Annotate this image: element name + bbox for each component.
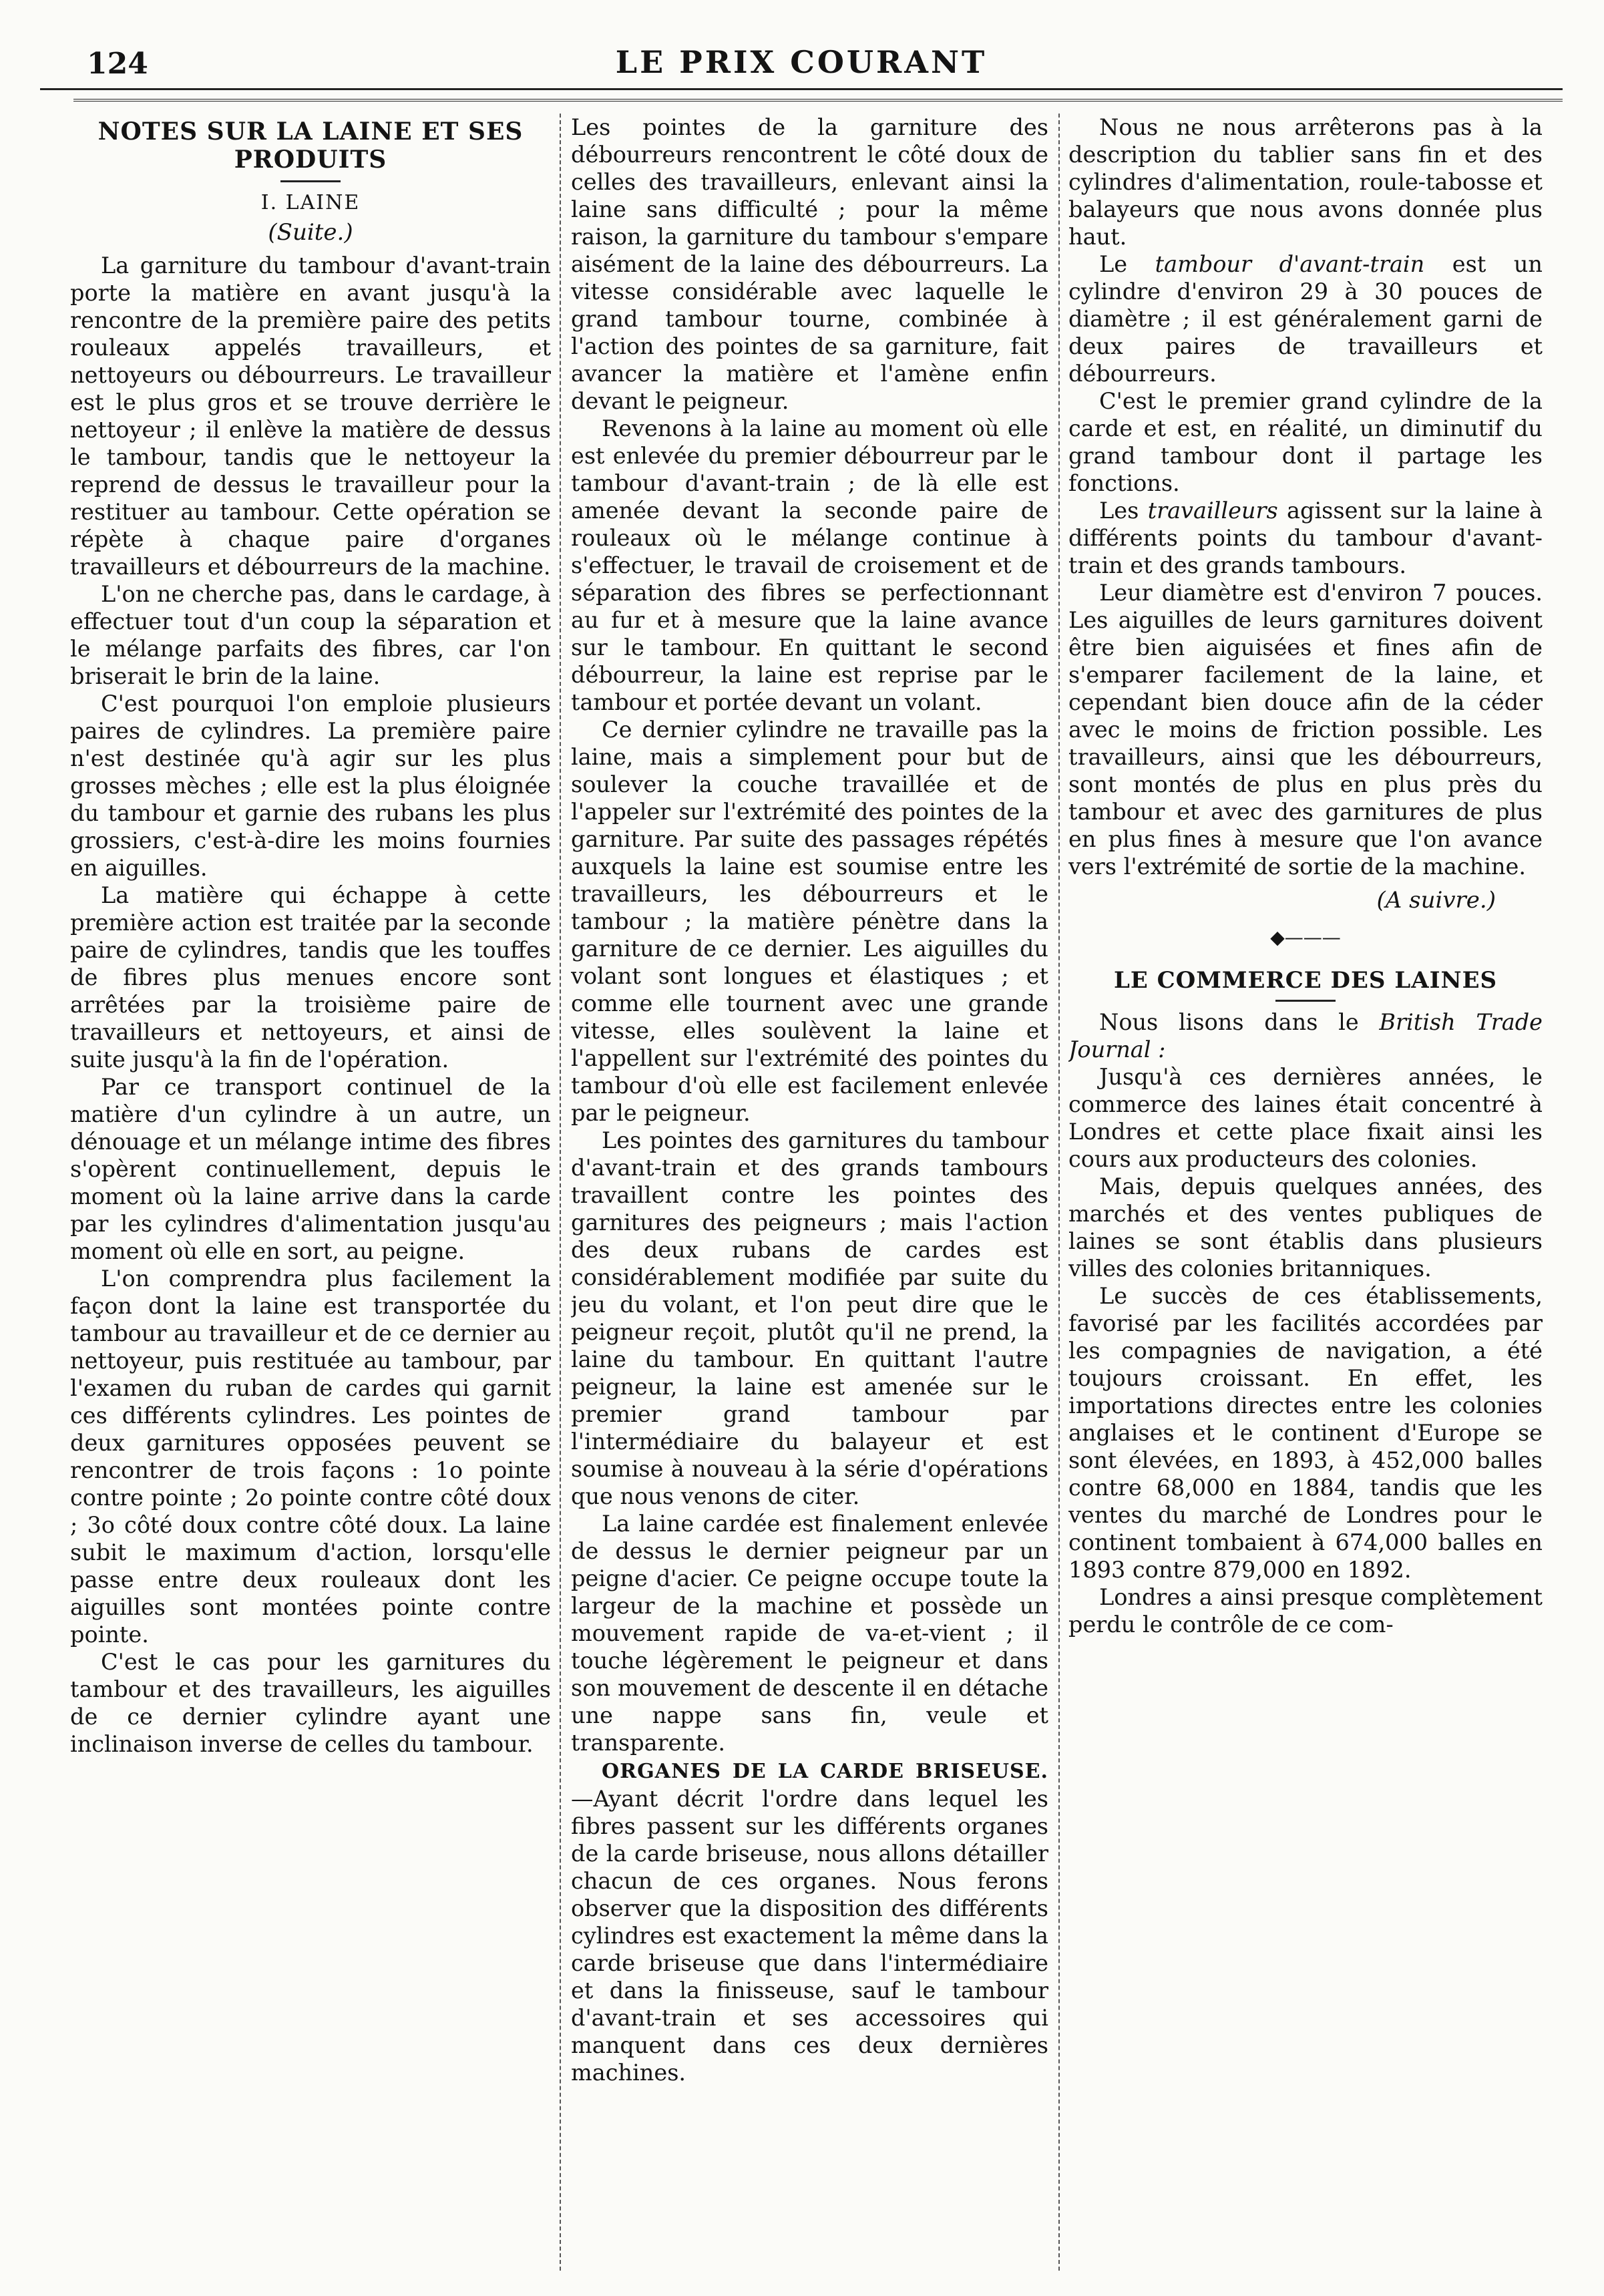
paragraph-text: est un cylindre d'environ 29 à 30 pouces de diamètre ; il est généralement garni de deux paires de travailleurs et débourreurs. (1068, 251, 1543, 387)
paragraph: La matière qui échappe à cette première action est traitée par la seconde paire de cylindres, tandis que les touffes de fibres plus menues encore sont arrêtées par la troisième paire de travailleurs et nettoyeurs, et ainsi de suite jusqu'à la fin de l'opération. (70, 882, 551, 1073)
paragraph-text: Nous lisons dans le (1099, 1009, 1380, 1035)
article-title: NOTES SUR LA LAINE ET SES PRODUITS (97, 118, 524, 174)
paragraph: C'est pourquoi l'on emploie plusieurs paires de cylindres. La première paire n'est destinée qu'à agir sur les plus grosses mèches ; elle est la plus éloignée du tambour et garnie des rubans les plus grossiers, c'est-à-dire les moins fournies en aiguilles. (70, 691, 551, 881)
paragraph: Nous ne nous arrêterons pas à la description du tablier sans fin et des cylindres d'alimentation, roule-tabosse et balayeurs que nous avons donnée plus haut. (1068, 114, 1543, 250)
article-subtitle: I. LAINE (260, 191, 361, 214)
inline-heading: ORGANES DE LA CARDE BRISEUSE. (602, 1760, 1048, 1783)
column-divider (560, 114, 561, 2271)
paragraph: C'est le premier grand cylindre de la carde et est, en réalité, un diminutif du grand tambour dont il partage les fonctions. (1068, 388, 1543, 496)
page-number: 124 (87, 47, 148, 81)
paragraph (1068, 497, 1543, 579)
paragraph: Mais, depuis quelques années, des marchés et des ventes publiques de laines se sont établis dans plusieurs villes des colonies britanniques. (1068, 1173, 1543, 1282)
paragraph (1068, 250, 1543, 387)
paragraph: Jusqu'à ces dernières années, le commerce des laines était concentré à Londres et cette place fixait ainsi les cours aux producteurs des colonies. (1068, 1064, 1543, 1172)
paragraph: Les pointes de la garniture des débourreurs rencontrent le côté doux de celles des travailleurs, enlevant ainsi la laine sans difficulté ; pour la même raison, la garniture du tambour s'empare aisément de la laine des débourreurs. La vitesse considérable avec laquelle le grand tambour tourne, combinée à l'action des pointes de sa garniture, fait avancer la matière et l'amène enfin devant le peigneur. (571, 114, 1048, 414)
title-rule (280, 180, 341, 182)
paragraph (571, 1756, 1048, 2086)
section-ornament: ◆——— (1270, 926, 1341, 948)
paragraph: Londres a ainsi presque complètement perdu le contrôle de ce com- (1068, 1584, 1543, 1638)
paragraph-text: agissent sur la laine à différents points du tambour d'avant-train et des grands tambours. (1068, 498, 1543, 578)
journal-title: LE PRIX COURANT (615, 44, 988, 80)
column-2 (571, 114, 1048, 2284)
paragraph: Leur diamètre est d'environ 7 pouces. Les aiguilles de leurs garnitures doivent être bien aiguisées et fines afin de s'emparer facilement de la laine, et cependant bien douce afin de la céder avec le moins de friction possible. Les travailleurs, ainsi que les débourreurs, sont montés de plus en plus près du tambour et avec des garnitures de plus en plus fines à mesure que l'on avance vers l'extrémité de sortie de la machine. (1068, 580, 1543, 880)
paragraph-text: Les (1099, 498, 1148, 524)
paragraph: Les pointes des garnitures du tambour d'avant-train et des grands tambours travaillent contre les pointes des garnitures des peigneurs ; mais l'action des deux rubans de cardes est considérablement modifiée par suite du jeu du volant, et l'on peut dire que le peigneur reçoit, plutôt qu'il ne prend, la laine du tambour. En quittant l'autre peigneur, la laine est amenée sur le premier grand tambour par l'intermédiaire du balayeur et est soumise à nouveau à la série d'opérations que nous venons de citer. (571, 1127, 1048, 1509)
paragraph: Par ce transport continuel de la matière d'un cylindre à un autre, un dénouage et un mélange intime des fibres s'opèrent continuellement, depuis le moment où la laine arrive dans la carde par les cylindres d'alimentation jusqu'au moment où elle en sort, au peigne. (70, 1074, 551, 1264)
column-divider (1058, 114, 1060, 2271)
page-header (40, 41, 1563, 90)
title-rule (1275, 1000, 1336, 1002)
paragraph (1068, 1008, 1543, 1063)
header-rule (73, 99, 1563, 102)
emphasis: travailleurs (1147, 498, 1278, 524)
emphasis: tambour d'avant-train (1155, 251, 1425, 277)
emphasis: British Trade Journal : (1068, 1009, 1543, 1063)
column-3 (1068, 114, 1543, 2284)
paragraph: La laine cardée est finalement enlevée de dessus le dernier peigneur par un peigne d'acier. Ce peigne occupe toute la largeur de la machine et possède un mouvement rapide de va-et-vient ; il touche légèrement le peigneur et dans son mouvement de descente il en détache une nappe sans fin, veule et transparente. (571, 1511, 1048, 1756)
paragraph: Ce dernier cylindre ne travaille pas la laine, mais a simplement pour but de soulever la couche travaillée et de l'appeler sur l'extrémité des pointes de la garniture. Par suite des passages répétés auxquels la laine est soumise entre les travailleurs, les débourreurs et le tambour ; la matière pénètre dans la garniture de ce dernier. Les aiguilles du volant sont longues et élastiques ; et comme elle tournent avec une grande vitesse, elles soulèvent la laine et l'appellent sur l'extrémité des pointes du tambour d'où elle est facilement enlevée par le peigneur. (571, 717, 1048, 1126)
paragraph-text: Le (1099, 251, 1155, 277)
paragraph: L'on ne cherche pas, dans le cardage, à effectuer tout d'un coup la séparation et le mélange parfaits des fibres, car l'on briserait le brin de la laine. (70, 581, 551, 689)
paragraph: L'on comprendra plus facilement la façon dont la laine est transportée du tambour au travailleur et de ce dernier au nettoyeur, puis restituée au tambour, par l'examen du ruban de cardes qui garnit ces différents cylindres. Les pointes de deux garnitures opposées peuvent se rencontrer de trois façons : 1o pointe contre pointe ; 2o pointe contre côté doux ; 3o côté doux contre côté doux. La laine subit le maximum d'action, lorsqu'elle passe entre deux rouleaux dont les aiguilles sont montées pointe contre pointe. (70, 1266, 551, 1648)
paragraph: La garniture du tambour d'avant-train porte la matière en avant jusqu'à la rencontre de la première paire des petits rouleaux appelés travailleurs, et nettoyeurs ou débourreurs. Le travailleur est le plus gros et se trouve derrière le nettoyeur ; il enlève la matière de dessus le tambour, tandis que le nettoyeur la reprend de dessus le travailleur pour la restituer au tambour. Cette opération se répète à chaque paire d'organes travailleurs et débourreurs de la machine. (70, 252, 551, 580)
column-1 (70, 114, 551, 2284)
article-title: LE COMMERCE DES LAINES (1113, 967, 1498, 994)
paragraph-text: —Ayant décrit l'ordre dans lequel les fibres passent sur les différents organes de la carde briseuse, nous allons détailler chacun de ces organes. Nous ferons observer que la disposition des différents cylindres est exactement la même dans la carde briseuse que dans l'intermédiaire et dans la finisseuse, sauf le tambour d'avant-train et ses accessoires qui manquent dans ces deux dernières machines. (571, 1786, 1048, 2086)
paragraph: Le succès de ces établissements, favorisé par les facilités accordées par les compagnies de navigation, a été toujours croissant. En effet, les importations directes entre les colonies anglaises et le continent d'Europe se sont élevées, en 1893, à 452,000 balles contre 68,000 en 1884, tandis que les ventes du marché de Londres pour le continent tombaient à 674,000 balles en 1893 contre 879,000 en 1892. (1068, 1283, 1543, 1583)
to-be-continued: (A suivre.) (1376, 887, 1496, 914)
suite-note: (Suite.) (268, 219, 353, 246)
paragraph: Revenons à la laine au moment où elle est enlevée du premier débourreur par le tambour d'avant-train ; de là elle est amenée devant la seconde paire de rouleaux où le mélange continue à s'effectuer, le travail de croisement et de séparation des fibres se perfectionnant au fur et à mesure que la laine avance sur le tambour. En quittant le second débourreur, la laine est reprise par le tambour et portée devant un volant. (571, 415, 1048, 715)
paragraph: C'est le cas pour les garnitures du tambour et des travailleurs, les aiguilles de ce dernier cylindre ayant une inclinaison inverse de celles du tambour. (70, 1649, 551, 1757)
